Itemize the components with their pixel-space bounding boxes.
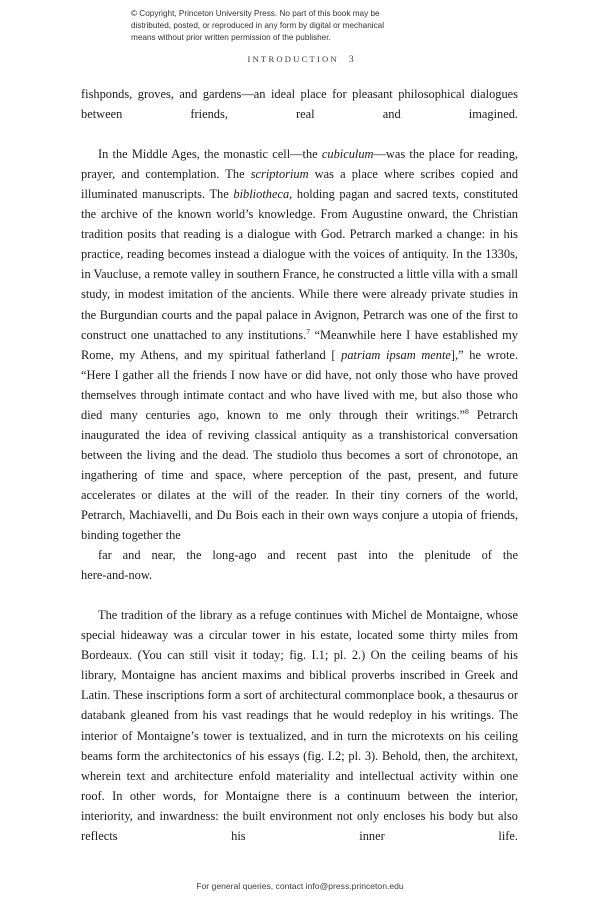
p2-run-1: In the Middle Ages, the monastic cell—the xyxy=(98,147,322,162)
running-head xyxy=(81,54,518,65)
paragraph-2 xyxy=(81,144,518,605)
copyright-notice xyxy=(131,8,475,44)
running-head-label: INTRODUCTION xyxy=(247,54,339,64)
p2-run-4: , holding pagan and sacred texts, constituted the archive of the known world’s knowledge. From Augustine onward, the Christian tradition posits that reading is a dialogue with God. Petrarch marked a change: in his practice, reading becomes instead a dialogue with the voices of antiquity. In the 1330s, in Vaucluse, a remote valley in southern France, he constructed a little villa with a small study, in modest imitation of the ancients. While there were already private studies in the Burgundian courts and the papal palace in Avignon, Petrarch was one of the first to construct one unattached to any institutions. xyxy=(81,187,518,342)
paragraph-3 xyxy=(81,605,518,866)
p2-run-6: ],” he wrote. “Here I gather all the friends I now have or did have, not only those who have proved themselves through intimate contact and who have lived with me, but also those who died many centuries ago, known to me only through their writings.” xyxy=(81,347,518,422)
p1-run-1: fishponds, groves, and gardens—an ideal place for pleasant philosophical dialogues between friends, real and imagined. xyxy=(81,87,518,122)
footnote-marker-7: 7 xyxy=(306,326,311,336)
p2-run-5: “Meanwhile here I have established my Rome, my Athens, and my spiritual fatherland [ xyxy=(81,327,518,362)
page-number: 3 xyxy=(348,54,354,65)
copyright-line-2: distributed, posted, or reproduced in any form by digital or mechanical xyxy=(131,21,385,31)
latin-quote-patriam-ipsam-mente: patriam ipsam mente xyxy=(341,347,451,362)
footnote-marker-8: 8 xyxy=(465,406,469,416)
latin-term-bibliotheca: bibliotheca xyxy=(233,187,290,202)
p2-run-8: far and near, the long-ago and recent past into the plenitude of the xyxy=(98,548,518,563)
latin-term-cubiculum: cubiculum xyxy=(321,147,374,162)
p3-run-1: The tradition of the library as a refuge continues with Michel de Montaigne, whose special hideaway was a circular tower in his estate, located some thirty miles from Bordeaux. (You can still visit it today; fig. I.1; pl. 2.) On the ceiling beams of his library, Montaigne has ancient maxims and biblical proverbs inscribed in Greek and Latin. These inscriptions form a sort of architectural commonplace book, a thesaurus or databank gleaned from his vast readings that he would redeploy in his writings. The interior of Montaigne’s tower is textualized, and in turn the microtexts on his ceiling beams form the architectonics of his essays (fig. I.2; pl. 3). Behold, then, the architext, wherein text and architecture enfold materiality and intellectual activity within one roof. In other words, for Montaigne there is a continuum between the interior, interiority, and inwardness: the built environment not only encloses his body but also reflects his inner life. xyxy=(81,608,518,843)
p2-run-9: here-and-now. xyxy=(81,568,153,583)
copyright-line-3: means without prior written permission of the publisher. xyxy=(131,33,331,43)
body-text-column xyxy=(81,84,518,866)
paragraph-1 xyxy=(81,84,518,144)
copyright-line-1: © Copyright, Princeton University Press. No part of this book may be xyxy=(131,9,380,18)
p2-run-7: Petrarch inaugurated the idea of reviving classical antiquity as a transhistorical conversation between the living and the dead. The studiolo thus becomes a sort of chronotope, an ingathering of time and space, where perception of the past, present, and future accelerates or dilates at the will of the reader. In their tiny corners of the world, Petrarch, Machiavelli, and Du Bois each in their own ways conjure a utopia of friends, binding together the xyxy=(81,407,518,543)
p2-run-3: was a place where scribes copied and illuminated manuscripts. The xyxy=(81,167,519,202)
latin-term-scriptorium: scriptorium xyxy=(250,167,309,182)
p2-run-2: —was the place for reading, prayer, and contemplation. The xyxy=(81,147,518,182)
page-footer: For general queries, contact info@press.princeton.edu xyxy=(196,881,404,891)
